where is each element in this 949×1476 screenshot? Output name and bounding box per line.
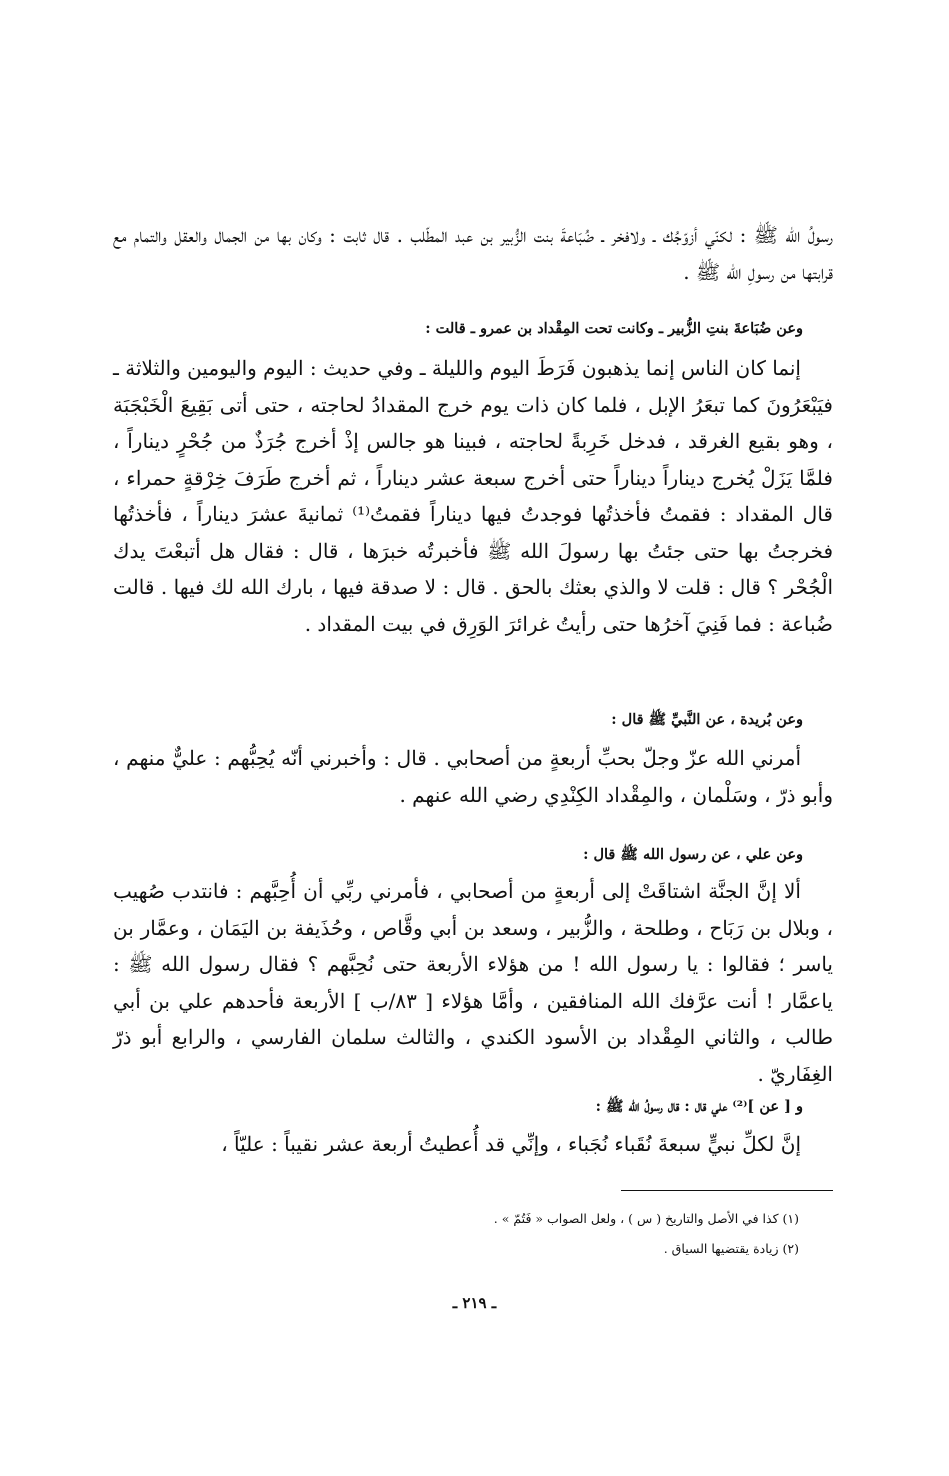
body-paragraph-4: ألا إنَّ الجنَّة اشتاقَتْ إلى أربعةٍ من أصحابي ، فأمرني ربِّي أن أُحِبَّهم : فانتدب صُهيب ، وبلال بن رَبَاح ، وطلحة ، والزُّبير ، وسعد بن أبي وقَّاص ، وحُذَيفة بن اليَمَان ، وعمَّار بن ياسر ؛ فقالوا : يا رسول الله ! من هؤلاء الأربعة حتى نُحِبَّهم ؟ فقال رسول الله ﷺ : ياعمَّار ! أنت عرَّفك الله المنافقين ، وأمَّا هؤلاء [ ٨٣/ب ] الأربعة فأحدهم علي بن أبي طالب ، والثاني المِقْداد بن الأسود الكندي ، والثالث سلمان الفارسي ، والرابع أبو ذرّ الغِفَاريّ . xyxy=(113,879,833,1086)
footnote-1: (١) كذا في الأصل والتاريخ ( س ) ، ولعل الصواب « فَتُمّ » . xyxy=(493,1211,799,1226)
footnote-2: (٢) زيادة يقتضيها السياق . xyxy=(663,1241,799,1256)
footnote-divider xyxy=(621,1190,833,1191)
body-paragraph-3: أمرني الله عزّ وجلّ بحبِّ أربعةٍ من أصحابي . قال : وأخبرني أنّه يُحِبُّهم : عليٌّ منهم ، وأبو ذرّ ، وسَلْمان ، والمِقْداد الكِنْدِي رضي الله عنهم . xyxy=(113,746,833,807)
section-heading-3: وعن علي ، عن رسول الله ﷺ قال : xyxy=(583,846,803,863)
section-heading-1: وعن ضُبَاعةَ بنتِ الزُّبير ـ وكانت تحت المِقْداد بن عمرو ـ قالت : xyxy=(425,320,803,337)
body-paragraph-2: إنما كان الناس إنما يذهبون فَرَطَ اليوم والليلة ـ وفي حديث : اليوم واليومين والثلاثة ـ فيَبْعَرُونَ كما تبعَرُ الإبل ، فلما كان ذات يوم خرج المقدادُ لحاجته ، حتى أتى بَقِيعَ الْخَبْجَبَة ، وهو بقيع الغرقد ، فدخل خَرِبةً لحاجته ، فبينا هو جالس إذْ أخرج جُرَذٌ من جُحْرٍ ديناراً ، فلمَّا يَزَلْ يُخرج ديناراً ديناراً حتى أخرج سبعة عشر ديناراً ، ثم أخرج طَرَفَ خِرْقةٍ حمراء ، قال المقداد : فقمتُ فأخذتُها فوجدتُ فيها ديناراً فقمتُ⁽¹⁾ ثمانيةَ عشرَ ديناراً ، فأخذتُها فخرجتُ بها حتى جئتُ بها رسولَ الله ﷺ فأخبرتُه خبرَها ، قال : فقال هل أتبعْتَ يدك الْجُحْر ؟ قال : قلت لا والذي بعثك بالحق . قال : لا صدقة فيها ، بارك الله لك فيها . قالت ضُباعة : فما فَنِيَ آخرُها حتى رأيتُ غرائرَ الوَرِق في بيت المقداد . xyxy=(113,356,833,636)
page-number: ـ ٢١٩ ـ xyxy=(452,1294,497,1312)
section-heading-2: وعن بُريدة ، عن النَّبيِّ ﷺ قال : xyxy=(611,711,803,728)
body-paragraph-5: إنَّ لكلِّ نبيٍّ سبعةَ نُقَباء نُجَباء ، وإنِّي قد أُعطيتُ أربعة عشر نقيباً : عليّاً ، xyxy=(221,1132,801,1156)
body-paragraph-1: رسولُ الله ﷺ : لكنّي أزوّجُك ـ ولافخر ـ ضُبَاعةَ بنت الزُّبير بن عبد المطّلب . قال ثابت : وكان بها من الجمال والعقل والتمام مع قرابتها من رسولِ الله ﷺ . xyxy=(113,223,833,284)
section-heading-4: و [ عن ]⁽²⁾ علي قال : قال رسولُ الله ﷺ : xyxy=(595,1098,803,1115)
